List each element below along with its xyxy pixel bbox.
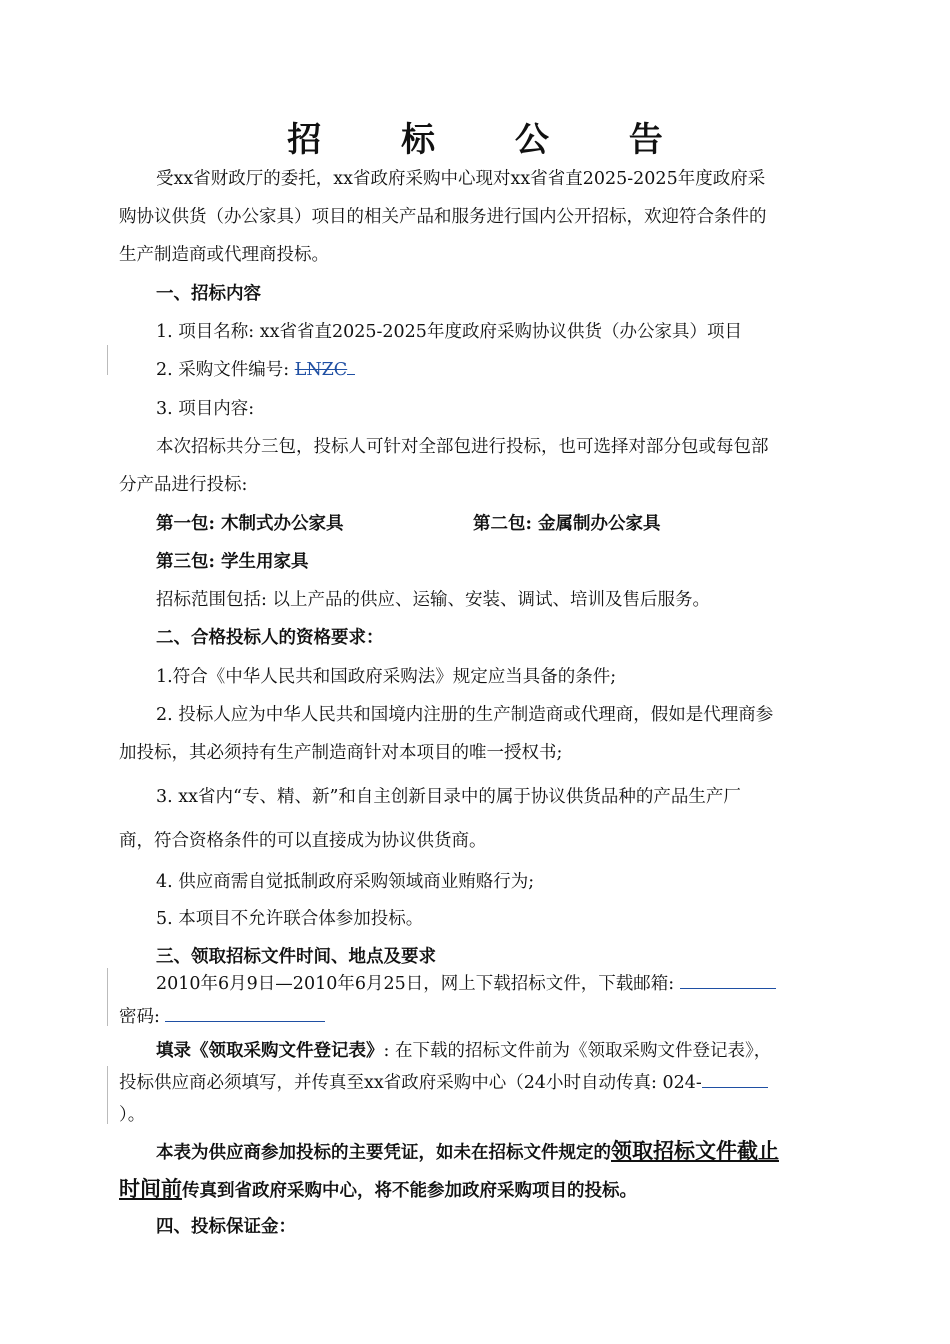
- email-blank: [680, 974, 776, 989]
- qualification-3b: 商，符合资格条件的可以直接成为协议供货商。: [119, 831, 487, 851]
- intro-line-1: 受xx省财政厅的委托，xx省政府采购中心现对xx省省直2025-2025年度政府采: [156, 169, 766, 189]
- download-period: [156, 972, 776, 996]
- procurement-number-label: 2. 采购文件编号:: [156, 360, 295, 380]
- procurement-number: [156, 358, 355, 382]
- password-line: [119, 1005, 325, 1029]
- registration-form-name: 填录《领取采购文件登记表》: [156, 1041, 384, 1061]
- package-2: 第二包: 金属制办公家具: [473, 514, 661, 534]
- qualification-4: 4. 供应商需自觉抵制政府采购领域商业贿赂行为;: [156, 872, 535, 892]
- revision-mark-2: [107, 968, 108, 1026]
- revision-mark-3: [107, 1066, 108, 1124]
- warning-text-2: 传真到省政府采购中心，将不能参加政府采购项目的投标。: [182, 1181, 637, 1201]
- procurement-number-code: LNZC: [294, 360, 348, 380]
- password-label: 密码:: [119, 1007, 166, 1027]
- fax-text: 投标供应商必须填写，并传真至xx省政府采购中心（24小时自动传真: 024-: [119, 1073, 702, 1093]
- password-blank: [165, 1007, 325, 1022]
- deadline-emphasis: 领取招标文件截止: [611, 1138, 779, 1163]
- intro-line-2: 购协议供货（办公家具）项目的相关产品和服务进行国内公开招标，欢迎符合条件的: [119, 207, 767, 227]
- qualification-3a: 3. xx省内“专、精、新”和自主创新目录中的属于协议供货品种的产品生产厂: [156, 787, 741, 807]
- qualification-2b: 加投标，其必须持有生产制造商针对本项目的唯一授权书;: [119, 743, 563, 763]
- section-2-heading: 二、合格投标人的资格要求：: [156, 628, 384, 648]
- procurement-number-blank: [347, 360, 355, 375]
- project-desc-1: 本次招标共分三包，投标人可针对全部包进行投标，也可选择对部分包或每包部: [156, 437, 769, 457]
- scope: 招标范围包括: 以上产品的供应、运输、安装、调试、培训及售后服务。: [156, 590, 710, 610]
- section-3-heading: 三、领取招标文件时间、地点及要求: [156, 947, 436, 967]
- package-3: 第三包: 学生用家具: [156, 552, 309, 572]
- intro-line-3: 生产制造商或代理商投标。: [119, 245, 329, 265]
- warning-text-1: 本表为供应商参加投标的主要凭证，如未在招标文件规定的: [156, 1143, 611, 1163]
- project-name: 1. 项目名称: xx省省直2025-2025年度政府采购协议供货（办公家具）项目: [156, 322, 742, 342]
- deadline-emphasis-2: 时间前: [119, 1176, 182, 1201]
- package-1: 第一包: 木制式办公家具: [156, 514, 344, 534]
- qualification-5: 5. 本项目不允许联合体参加投标。: [156, 909, 424, 929]
- fax-close: ）。: [119, 1105, 146, 1125]
- project-desc-2: 分产品进行投标:: [119, 475, 248, 495]
- fax-blank: [702, 1073, 768, 1088]
- warning-line-1: [156, 1139, 779, 1165]
- fax-line: [119, 1071, 768, 1095]
- registration-line: [156, 1039, 771, 1063]
- page-title: 招 标 公 告: [287, 120, 697, 160]
- section-4-heading: 四、投标保证金：: [156, 1217, 296, 1237]
- revision-mark: [107, 345, 108, 375]
- registration-desc: : 在下载的招标文件前为《领取采购文件登记表》，: [383, 1041, 772, 1061]
- section-1-heading: 一、招标内容: [156, 284, 261, 304]
- download-period-text: 2010年6月9日—2010年6月25日，网上下载招标文件，下载邮箱:: [156, 974, 680, 994]
- qualification-1: 1.符合《中华人民共和国政府采购法》规定应当具备的条件;: [156, 667, 617, 687]
- project-content-label: 3. 项目内容:: [156, 399, 255, 419]
- qualification-2a: 2. 投标人应为中华人民共和国境内注册的生产制造商或代理商，假如是代理商参: [156, 705, 774, 725]
- warning-line-2: [119, 1177, 637, 1203]
